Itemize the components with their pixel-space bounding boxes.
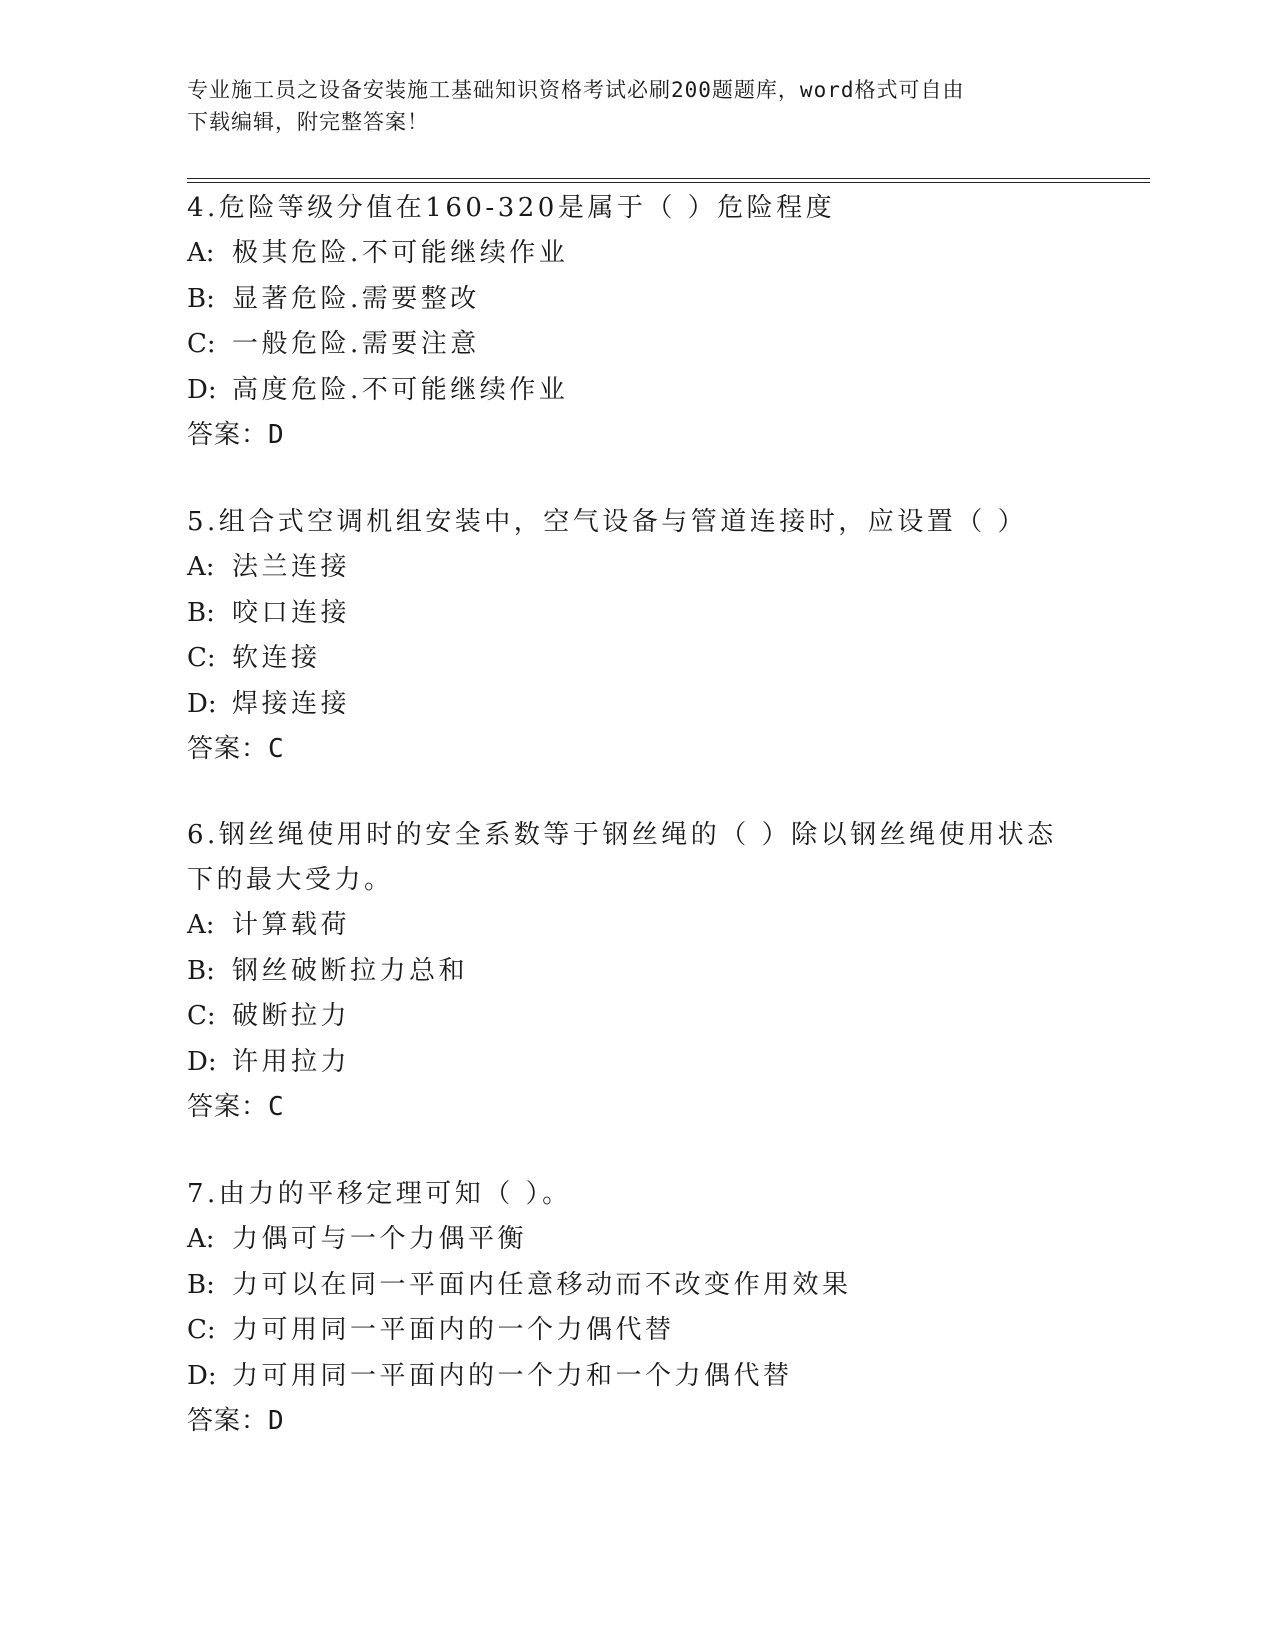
header-divider-top xyxy=(187,178,1150,179)
question-block xyxy=(187,1172,1087,1444)
option-text: 焊接连接 xyxy=(232,688,351,719)
question-block xyxy=(187,813,1067,1130)
option-c xyxy=(187,1308,1087,1354)
option-b xyxy=(187,949,1067,995)
option-letter: C: xyxy=(187,1315,216,1345)
header-divider-bottom xyxy=(187,182,1150,183)
answer-label: 答案： xyxy=(187,734,269,764)
option-b xyxy=(187,277,1087,323)
option-letter: A: xyxy=(187,1224,215,1254)
option-c xyxy=(187,636,1087,682)
option-letter: D: xyxy=(187,688,217,719)
option-letter: B: xyxy=(187,597,215,628)
header-line-2: 下载编辑，附完整答案！ xyxy=(187,110,429,134)
answer-line xyxy=(187,1085,1067,1130)
option-text: 显著危险.需要整改 xyxy=(232,283,480,314)
option-letter: B: xyxy=(187,1269,215,1300)
option-letter: D: xyxy=(187,374,217,405)
option-text: 软连接 xyxy=(232,643,321,673)
question-block xyxy=(187,186,1087,458)
answer-value: C xyxy=(268,1092,285,1122)
answer-line xyxy=(187,727,1087,772)
question-text: 5.组合式空调机组安装中，空气设备与管道连接时，应设置（ ） xyxy=(187,507,1028,537)
option-letter: C: xyxy=(187,1001,216,1031)
option-text: 极其危险.不可能继续作业 xyxy=(232,238,569,268)
option-a xyxy=(187,545,1087,591)
option-text: 法兰连接 xyxy=(232,552,351,582)
option-letter: A: xyxy=(187,238,215,268)
option-letter: B: xyxy=(187,955,215,986)
option-b xyxy=(187,591,1087,637)
option-text: 力可用同一平面内的一个力偶代替 xyxy=(232,1315,675,1345)
option-letter: C: xyxy=(187,329,216,359)
option-text: 一般危险.需要注意 xyxy=(232,329,480,359)
option-text: 许用拉力 xyxy=(232,1046,351,1077)
answer-label: 答案： xyxy=(187,1092,269,1122)
option-d xyxy=(187,368,1087,414)
answer-value: D xyxy=(268,420,285,450)
option-text: 力可用同一平面内的一个力和一个力偶代替 xyxy=(232,1360,793,1391)
question-text: 6.钢丝绳使用时的安全系数等于钢丝绳的（ ）除以钢丝绳使用状态下的最大受力。 xyxy=(187,820,1057,895)
option-letter: D: xyxy=(187,1360,217,1391)
option-b xyxy=(187,1263,1087,1309)
answer-value: D xyxy=(268,1406,285,1436)
question-text: 7.由力的平移定理可知（ ）。 xyxy=(187,1179,572,1209)
header-line-1: 专业施工员之设备安装施工基础知识资格考试必刷200题题库，word格式可自由 xyxy=(187,78,965,102)
option-text: 力偶可与一个力偶平衡 xyxy=(232,1224,528,1254)
answer-value: C xyxy=(268,734,285,764)
option-text: 破断拉力 xyxy=(232,1001,351,1031)
option-letter: A: xyxy=(187,910,215,940)
document-header xyxy=(187,74,1067,138)
option-a xyxy=(187,1217,1087,1263)
option-d xyxy=(187,1354,1087,1400)
option-text: 钢丝破断拉力总和 xyxy=(232,955,469,986)
question-text: 4.危险等级分值在160-320是属于（ ）危险程度 xyxy=(187,193,836,223)
option-letter: A: xyxy=(187,552,215,582)
option-d xyxy=(187,682,1087,728)
answer-line xyxy=(187,413,1087,458)
option-c xyxy=(187,994,1067,1040)
option-d xyxy=(187,1040,1067,1086)
answer-label: 答案： xyxy=(187,420,269,450)
answer-label: 答案： xyxy=(187,1406,269,1436)
answer-line xyxy=(187,1399,1087,1444)
option-text: 计算载荷 xyxy=(232,910,351,940)
option-letter: C: xyxy=(187,643,216,673)
option-letter: B: xyxy=(187,283,215,314)
option-letter: D: xyxy=(187,1046,217,1077)
option-c xyxy=(187,322,1087,368)
option-a xyxy=(187,231,1087,277)
option-a xyxy=(187,903,1067,949)
option-text: 力可以在同一平面内任意移动而不改变作用效果 xyxy=(232,1269,852,1300)
option-text: 咬口连接 xyxy=(232,597,351,628)
option-text: 高度危险.不可能继续作业 xyxy=(232,374,569,405)
question-block xyxy=(187,500,1087,772)
